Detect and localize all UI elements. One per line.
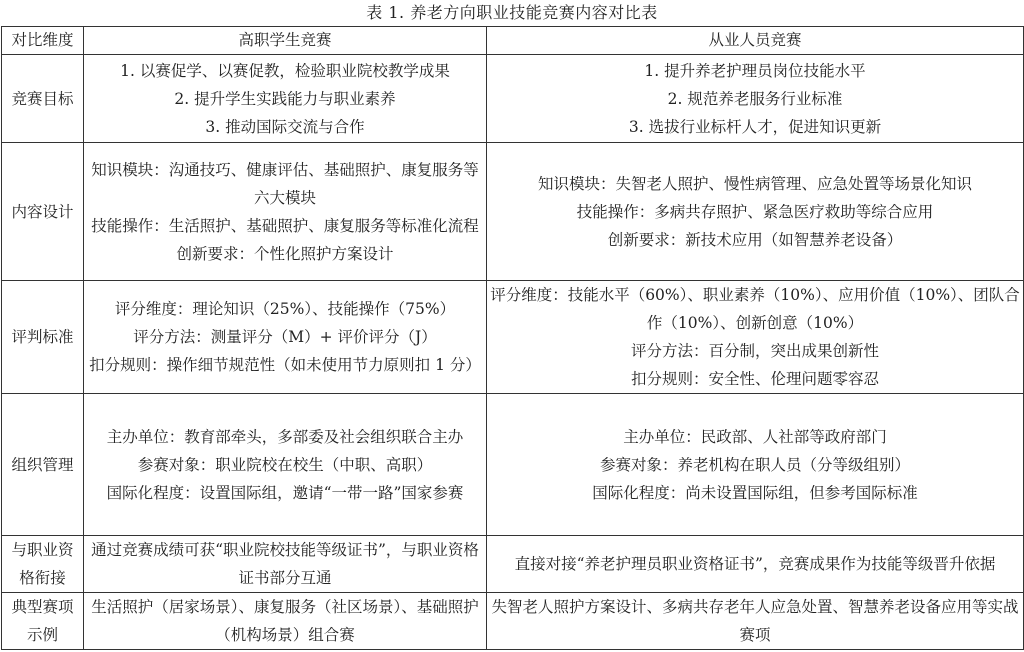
table-row [2,143,1024,281]
cell-line: 失智老人照护方案设计、多病共存老年人应急处置、智慧养老设备应用等实战赛项 [491,598,1019,644]
cell-line: 主办单位：民政部、人社部等政府部门 [623,427,887,446]
cell-line: 直接对接“养老护理员职业资格证书”，竞赛成果作为技能等级晋升依据 [514,555,996,573]
cell-line: 评分方法：测量评分（M）+ 评价评分（J） [133,328,437,346]
student-cell [84,536,487,593]
table-row [2,593,1024,650]
worker-cell [487,593,1024,650]
cell-line: 1. 以赛促学、以赛促教，检验职业院校教学成果 [120,61,450,80]
table-header-row [2,27,1024,55]
cell-line: 知识模块：失智老人照护、慢性病管理、应急处置等场景化知识 [537,174,972,193]
table-caption: 表 1. 养老方向职业技能竞赛内容对比表 [366,3,658,22]
table-row [2,281,1024,394]
cell-line: 扣分规则：操作细节规范性（如未使用节力原则扣 1 分） [89,356,481,374]
cell-line: 2. 提升学生实践能力与职业素养 [174,89,396,108]
row-dimension: 典型赛项示例 [2,593,84,650]
header-worker: 从业人员竞赛 [487,27,1024,55]
cell-line: 评分维度：理论知识（25%）、技能操作（75%） [114,300,456,318]
row-dimension: 组织管理 [2,394,84,536]
cell-line: 国际化程度：尚未设置国际组，但参考国际标准 [592,483,918,502]
cell-line: 技能操作：多病共存照护、紧急医疗救助等综合应用 [576,202,934,221]
cell-line: 创新要求：个性化照护方案设计 [176,244,394,263]
student-cell [84,143,487,281]
comparison-table [1,26,1024,650]
worker-cell [487,536,1024,593]
worker-cell [487,55,1024,143]
worker-cell [487,394,1024,536]
cell-line: 创新要求：新技术应用（如智慧养老设备） [607,230,903,249]
table-row [2,394,1024,536]
cell-line: 生活照护（居家场景）、康复服务（社区场景）、基础照护（机构场景）组合赛 [91,598,479,644]
student-cell [84,593,487,650]
cell-line: 国际化程度：设置国际组，邀请“一带一路”国家参赛 [106,483,464,502]
cell-line: 评分方法：百分制，突出成果创新性 [630,342,879,360]
cell-line: 扣分规则：安全性、伦理问题零容忍 [630,370,879,388]
row-dimension: 与职业资格衔接 [2,536,84,593]
cell-line: 评分维度：技能水平（60%）、职业素养（10%）、应用价值（10%）、团队合作（10%）、创新创意（10%） [490,286,1020,332]
cell-line: 2. 规范养老服务行业标准 [667,89,843,108]
cell-line: 3. 推动国际交流与合作 [205,117,365,136]
table-row [2,536,1024,593]
row-dimension: 内容设计 [2,143,84,281]
cell-line: 参赛对象：养老机构在职人员（分等级组别） [599,455,910,474]
row-dimension: 竞赛目标 [2,55,84,143]
cell-line: 1. 提升养老护理员岗位技能水平 [644,61,866,80]
row-dimension: 评判标准 [2,281,84,394]
worker-cell [487,281,1024,394]
student-cell [84,281,487,394]
cell-line: 技能操作：生活照护、基础照护、康复服务等标准化流程 [91,216,479,235]
header-dimension: 对比维度 [2,27,84,55]
cell-line: 3. 选拔行业标杆人才，促进知识更新 [628,117,882,136]
cell-line: 通过竞赛成绩可获“职业院校技能等级证书”，与职业资格证书部分互通 [91,541,479,587]
table-row [2,55,1024,143]
cell-line: 知识模块：沟通技巧、健康评估、基础照护、康复服务等六大模块 [91,160,479,207]
student-cell [84,394,487,536]
worker-cell [487,143,1024,281]
cell-line: 参赛对象：职业院校在校生（中职、高职） [137,455,433,474]
student-cell [84,55,487,143]
header-student: 高职学生竞赛 [84,27,487,55]
cell-line: 主办单位：教育部牵头，多部委及社会组织联合主办 [106,427,464,446]
